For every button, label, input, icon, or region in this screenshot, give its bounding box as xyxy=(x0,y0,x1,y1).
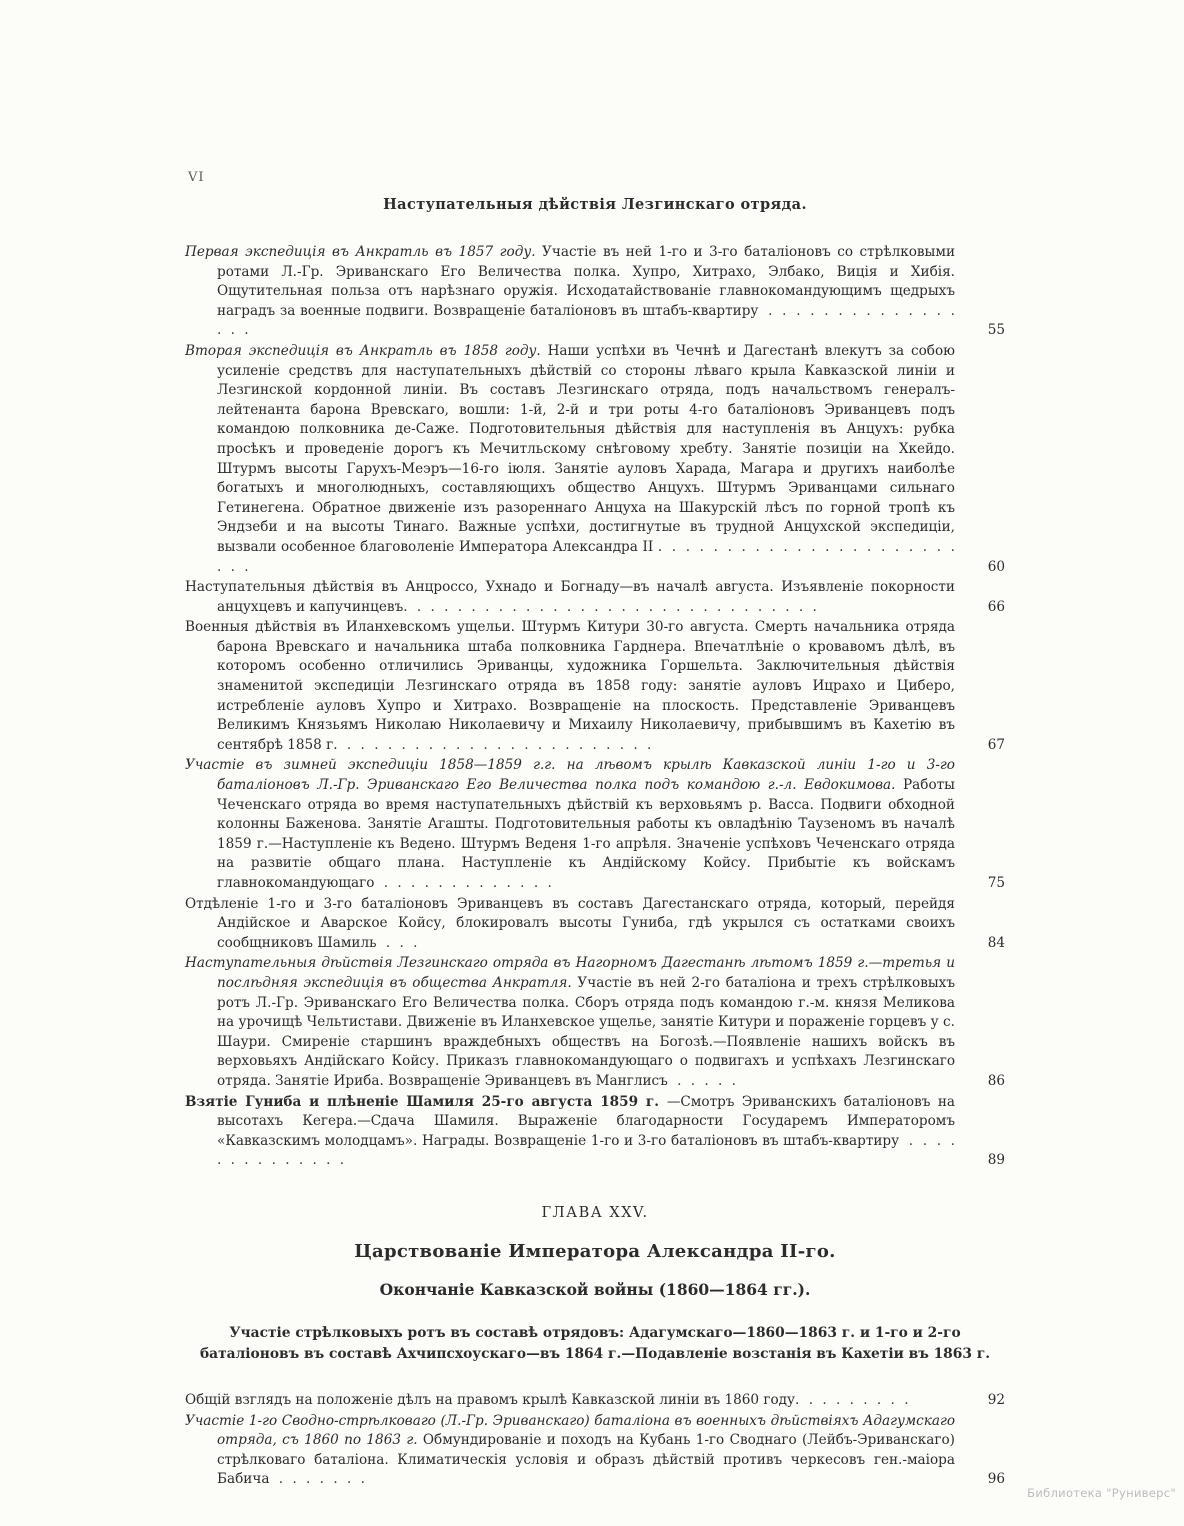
toc-entry-lead: Вторая экспедиція въ Анкратль въ 1858 году. xyxy=(185,342,548,359)
chapter-title: Царствованіе Императора Александра II-го. xyxy=(354,1240,836,1262)
page-number: 89 xyxy=(987,1152,1005,1169)
chapter-subtitle: Окончаніе Кавказской войны (1860—1864 гг.). xyxy=(379,1279,811,1299)
toc-entry-lead: Взятіе Гуниба и плѣненіе Шамиля 25-го августа 1859 г. xyxy=(185,1093,667,1110)
chapter-summary: Участіе стрѣлковыхъ ротъ въ составѣ отрядовъ: Адагумскаго—1860—1863 г. и 1-го и 2-го баталіоновъ въ составѣ Ахчипсхоускаго—въ 1864 г.—Подавленіе возстанія въ Кахетіи въ 1863 г. xyxy=(199,1324,991,1362)
toc-entry-lead: Участіе 1-го Сводно-стрѣлковаго (Л.-Гр. Эриванскаго) баталіона въ военныхъ дѣйствіяхъ Адагумскаго отряда, съ 1860 по 1863 г. xyxy=(185,1412,955,1449)
page-number: 84 xyxy=(987,934,1005,951)
page-number: 66 xyxy=(987,598,1005,615)
dot-leader: . . . . . . . . . . . . . . . . . . . . . . . . . . . . . . xyxy=(407,598,817,615)
library-watermark: Библиотека "Руниверс" xyxy=(1027,1486,1176,1500)
toc-entry xyxy=(185,618,1005,755)
toc-entry-text xyxy=(185,954,955,1091)
toc-entry-text xyxy=(185,1093,955,1171)
chapter-number: ГЛАВА XXV. xyxy=(541,1204,649,1221)
table-of-contents xyxy=(185,196,1005,1491)
toc-entry xyxy=(185,954,1005,1091)
page-number: 86 xyxy=(987,1072,1005,1089)
section-header: Наступательныя дѣйствія Лезгинскаго отряда. xyxy=(383,196,807,213)
toc-entries-chapter25 xyxy=(185,1391,1005,1490)
dot-leader: . . . . . . . . . . . . . xyxy=(374,875,552,891)
toc-entry-body: Наступательныя дѣйствія въ Анцроссо, Ухнадо и Богнаду—въ началѣ августа. Изъявленіе покорности анцухцевъ и капучинцевъ. xyxy=(185,579,955,615)
toc-entry xyxy=(185,1093,1005,1171)
toc-entry-text xyxy=(185,895,955,954)
dot-leader: . . . . . . . . xyxy=(799,1391,909,1408)
toc-entry xyxy=(185,243,1005,341)
dot-leader: . . . . . . . xyxy=(269,1471,365,1488)
toc-entry xyxy=(185,342,1005,577)
toc-entry-body: Участіе въ ней 2-го баталіона и трехъ стрѣлковыхъ ротъ Л.-Гр. Эриванскаго Его Величества полка. Сборъ отряда подъ командою г.-м. князя Меликова на урочищѣ Чельтистави. Движеніе въ Иланхевское ущелье, занятіе Китури и пораженіе горцевъ у с. Шаури. Смиреніе старшинъ враждебныхъ обществъ на Богозѣ.—Появленіе нашихъ войскъ въ верховьяхъ Андійскаго Койсу. Приказъ главнокомандующаго о подвигахъ и успѣхахъ Лезгинскаго отряда. Занятіе Ириба. Возвращеніе Эриванцевъ въ Манглисъ xyxy=(217,974,955,1089)
dot-leader: . . . . . . . . . . . . . . xyxy=(217,1132,955,1169)
toc-entry-body: Участіе въ ней 1-го и 3-го баталіоновъ со стрѣлковыми ротами Л.-Гр. Эриванскаго Его Величества полка. Хупро, Хитрахо, Элбако, Виція и Хибія. Ощутительная польза отъ нарѣзнаго оружія. Исходатайствованіе главнокомандующимъ щедрыхъ наградъ за военные подвиги. Возвращеніе баталіоновъ въ штабъ-квартиру xyxy=(217,244,956,319)
toc-entry-body: Общій взглядъ на положеніе дѣлъ на правомъ крылѣ Кавказской линіи въ 1860 году. xyxy=(185,1391,800,1408)
toc-entry-body: Военныя дѣйствія въ Иланхевскомъ ущельи. Штурмъ Китури 30-го августа. Смерть начальника отряда барона Вревскаго и начальника штаба полковника Гарднера. Впечатлѣніе о кровавомъ дѣлѣ, въ которомъ особенно отличились Эриванцы, художника Горшельта. Заключительныя дѣйствія знаменитой экспедиціи Лезгинскаго отряда въ 1858 году: занятіе ауловъ Ицрахо и Циберо, истребленіе ауловъ Хупро и Хитрахо. Возвращеніе на плоскость. Представленіе Эриванцевъ Великимъ Князьямъ Николаю Николаевичу и Михаилу Николаевичу, прибывшимъ въ Кахетію въ сентябрѣ 1858 г. xyxy=(185,619,955,753)
dot-leader: . . . . . . . . . . . . . . . . . . . . . . . . xyxy=(217,538,955,575)
toc-entry-lead: Первая экспедиція въ Анкратль въ 1857 году. xyxy=(185,244,543,260)
toc-entry-body: Обмундированіе и походъ на Кубань 1-го Своднаго (Лейбъ-Эриванскаго) стрѣлковаго баталіона. Климатическія условія и образъ дѣйствій противъ черкесовъ ген.-маіора Бабича xyxy=(217,1432,955,1488)
toc-entry xyxy=(185,1391,1005,1411)
page-number: 96 xyxy=(987,1471,1005,1488)
page-number: 67 xyxy=(987,736,1005,753)
dot-leader: . . . . . xyxy=(667,1072,736,1089)
page-number: 60 xyxy=(987,558,1005,575)
toc-entry-text xyxy=(185,618,955,755)
dot-leader: . . . . . . . . . . . . . . . . . xyxy=(217,302,955,339)
toc-entry-text xyxy=(185,578,955,617)
toc-entry-lead: Участіе въ зимней экспедиціи 1858—1859 г.г. на лѣвомъ крылѣ Кавказской линіи 1-го и 3-го баталіоновъ Л.-Гр. Эриванскаго Его Величества полка подъ командою г.-л. Евдокимова. xyxy=(185,757,955,794)
page-number: 55 xyxy=(987,322,1005,339)
toc-entry xyxy=(185,1412,1005,1490)
page-number: 75 xyxy=(987,875,1005,891)
toc-entry-body: —Смотръ Эриванскихъ баталіоновъ на высотахъ Кегера.—Сдача Шамиля. Выраженіе благодарности Государемъ Императоромъ «Кавказскимъ молодцамъ». Награды. Возвращеніе 1-го и 3-го баталіоновъ въ штабъ-квартиру xyxy=(217,1093,955,1149)
toc-entry-text xyxy=(185,1391,955,1411)
toc-entry-text xyxy=(185,342,955,577)
dot-leader: . . . . . . . . . . . . . . . . . . . . . . . xyxy=(337,736,652,753)
toc-entry-text xyxy=(185,756,955,893)
toc-entry-text xyxy=(185,1412,955,1490)
dot-leader: . . . xyxy=(376,934,418,951)
page-number: 92 xyxy=(987,1391,1005,1408)
toc-entry-lead: Наступательныя дѣйствія Лезгинскаго отряда въ Нагорномъ Дагестанѣ лѣтомъ 1859 г.—третья и послѣдняя экспедиція въ общества Анкратля. xyxy=(185,955,955,991)
toc-entry-text xyxy=(185,243,955,341)
toc-entry-body: Наши успѣхи въ Чечнѣ и Дагестанѣ влекутъ за собою усиленіе средствъ для наступательныхъ дѣйствій со стороны лѣваго крыла Кавказской линіи и Лезгинской кордонной линіи. Въ составъ Лезгинскаго отряда, подъ начальствомъ генералъ-лейтенанта барона Вревскаго, вошли: 1-й, 2-й и три роты 4-го баталіоновъ Эриванцевъ подъ командою полковника де-Саже. Подготовительныя дѣйствія для наступленія въ Анцухъ: рубка просѣкъ и проведеніе дорогъ къ Мечитльскому снѣговому хребту. Занятіе позиціи на Хкейдо. Штурмъ высоты Гарухъ-Меэръ—16-го іюля. Занятіе ауловъ Харада, Магара и другихъ наиболѣе богатыхъ и многолюдныхъ, составляющихъ общество Анцухъ. Штурмъ Эриванцами сильнаго Гетинегена. Обратное движеніе изъ разореннаго Анцуха на Шакурскій лѣсъ по горной тропѣ къ Эндзеби и на высоты Тинаго. Важные успѣхи, достигнутые въ трудной Анцухской экспедиціи, вызвали особенное благоволеніе Императора Александра II . xyxy=(217,342,955,555)
toc-entry xyxy=(185,895,1005,954)
folio-number: VI xyxy=(188,170,205,185)
toc-entry-body: Отдѣленіе 1-го и 3-го баталіоновъ Эриванцевъ въ составъ Дагестанскаго отряда, который, перейдя Андійское и Аварское Койсу, блокировалъ высоты Гуниба, гдѣ укрылся съ остатками своихъ сообщниковъ Шамиль xyxy=(185,895,955,951)
toc-entries-main xyxy=(185,243,1005,1171)
toc-entry xyxy=(185,756,1005,893)
toc-entry-body: Работы Чеченскаго отряда во время наступательныхъ дѣйствій къ верховьямъ р. Васса. Подвиги обходной колонны Баженова. Занятіе Агашты. Подготовительныя работы къ овладѣнію Таузеномъ въ началѣ 1859 г.—Наступленіе къ Ведено. Штурмъ Веденя 1-го апрѣля. Значеніе успѣховъ Чеченскаго отряда на развитіе общаго плана. Наступленіе къ Андійскому Койсу. Прибытіе къ войскамъ главнокомандующаго xyxy=(217,777,955,891)
toc-entry xyxy=(185,578,1005,617)
